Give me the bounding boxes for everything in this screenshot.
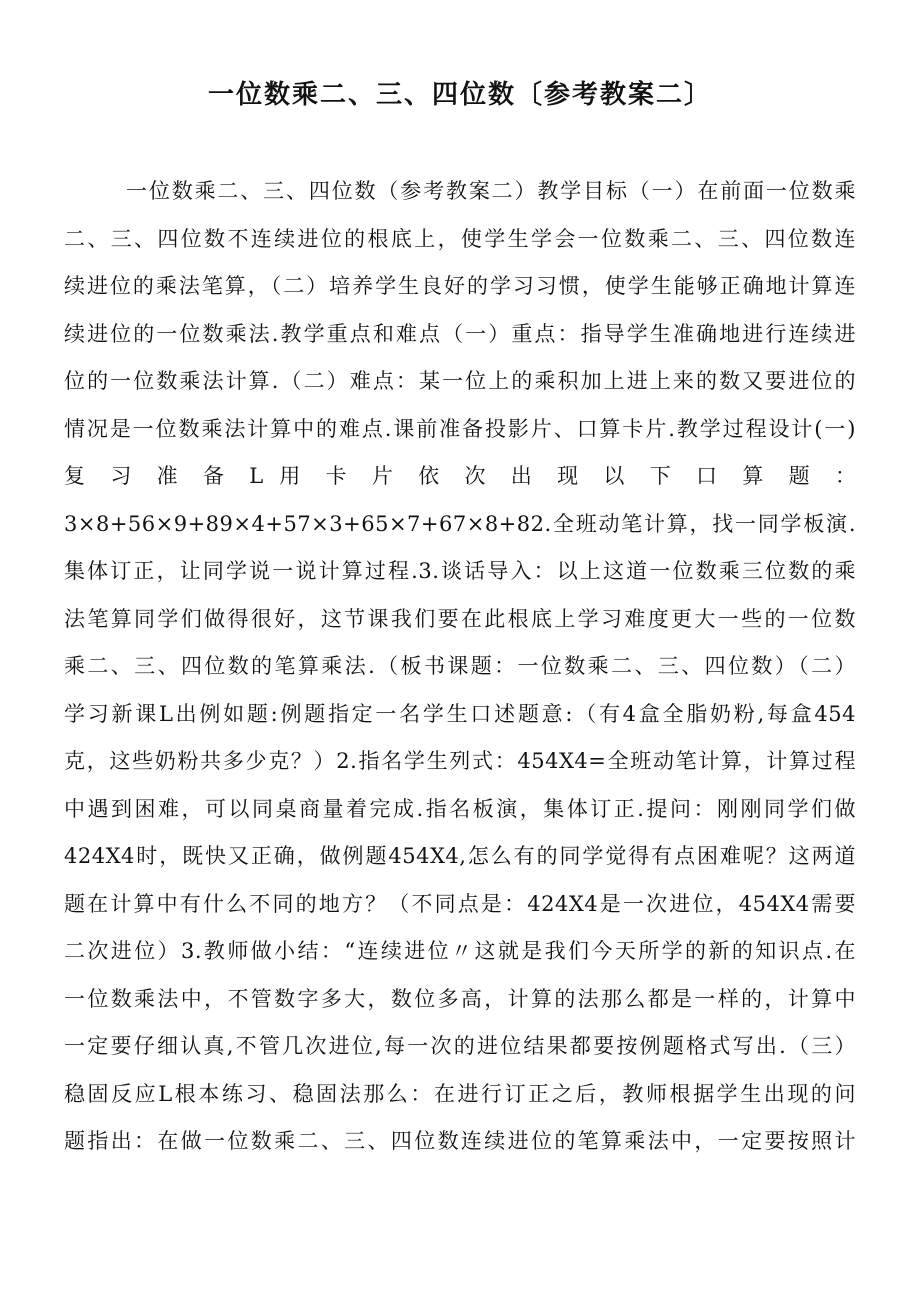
body-line: 稳固反应L根本练习、稳固法那么：在进行订正之后，教师根据学生出现的问	[64, 1081, 856, 1106]
body-line: 一位数乘法中，不管数字多大，数位多高，计算的法那么都是一样的，计算中	[64, 986, 856, 1011]
body-line: 情况是一位数乘法计算中的难点.课前准备投影片、口算卡片.教学过程设计(一)	[64, 416, 856, 441]
body-line: 位的一位数乘法计算.（二）难点：某一位上的乘积加上进上来的数又要进位的	[64, 369, 856, 393]
body-line: 二、三、四位数不连续进位的根底上，使学生学会一位数乘二、三、四位数连	[64, 226, 856, 251]
body-line: 续进位的乘法笔算，（二）培养学生良好的学习习惯，使学生能够正确地计算连	[64, 274, 856, 298]
body-line: 克，这些奶粉共多少克？）2.指名学生列式：454X4=全班动笔计算，计算过程	[64, 749, 856, 773]
body-line: 集体订正，让同学说一说计算过程.3.谈话导入：以上这道一位数乘三位数的乘	[64, 559, 856, 583]
body-line: 3×8+56×9+89×4+57×3+65×7+67×8+82.全班动笔计算，找一同学板演.	[64, 511, 856, 536]
body-line: 二次进位）3.教师做小结：“连续进位〃这就是我们今天所学的新的知识点.在	[64, 939, 856, 963]
body-line: 424X4时，既快又正确，做例题454X4,怎么有的同学觉得有点困难呢？这两道	[64, 844, 856, 868]
body-line: 复 习 准 备 L 用 卡 片 依 次 出 现 以 下 口 算 题 ：	[64, 464, 856, 488]
body-line: 续进位的一位数乘法.教学重点和难点（一）重点：指导学生准确地进行连续进	[64, 321, 856, 346]
document-title: 一位数乘二、三、四位数〔参考教案二〕	[207, 80, 712, 110]
body-line: 乘二、三、四位数的笔算乘法.（板书课题：一位数乘二、三、四位数）（二）	[64, 654, 856, 678]
body-line: 法笔算同学们做得很好，这节课我们要在此根底上学习难度更大一些的一位数	[64, 606, 856, 631]
body-line: 题在计算中有什么不同的地方？（不同点是：424X4是一次进位，454X4需要	[64, 891, 856, 916]
body-line: 题指出：在做一位数乘二、三、四位数连续进位的笔算乘法中，一定要按照计	[64, 1129, 856, 1153]
body-line: 中遇到困难，可以同桌商量着完成.指名板演，集体订正.提问：刚刚同学们做	[64, 796, 856, 821]
body-line: 一定要仔细认真,不管几次进位,每一次的进位结果都要按例题格式写出.（三）	[64, 1034, 856, 1058]
document-body	[64, 168, 856, 1166]
body-line: 一位数乘二、三、四位数（参考教案二）教学目标（一）在前面一位数乘	[126, 179, 856, 203]
body-line: 学习新课L出例如题:例题指定一名学生口述题意:（有4盒全脂奶粉,每盒454	[64, 701, 856, 726]
